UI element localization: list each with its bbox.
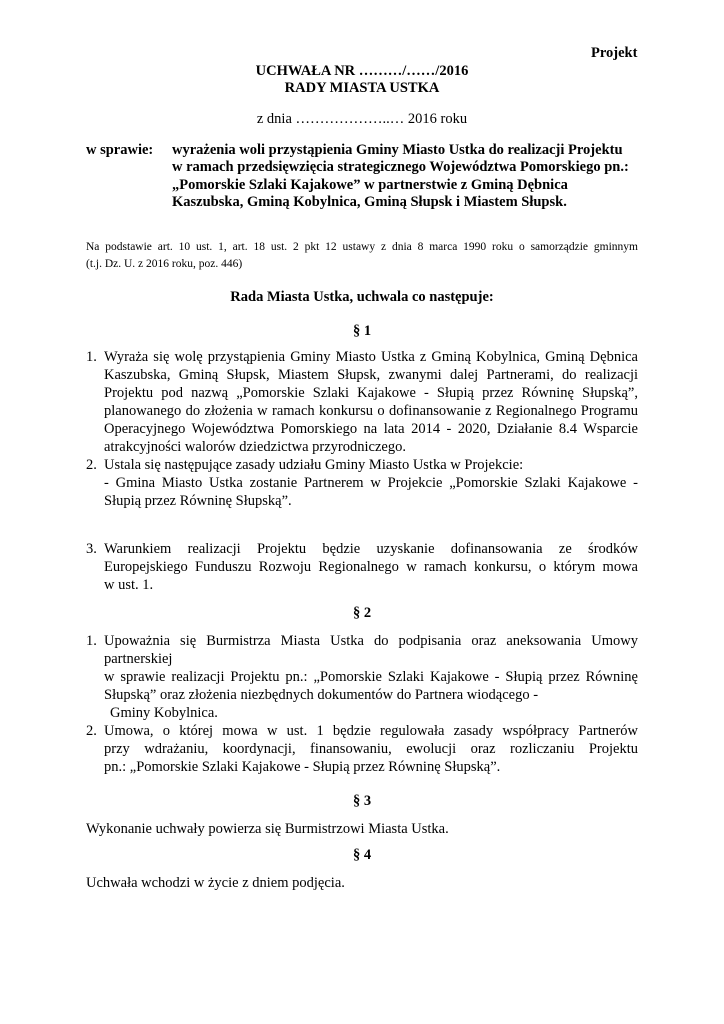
paragraph-line: Słupią przez Równinę Słupską”. <box>104 493 292 509</box>
paragraph-line: Słupską” oraz złożenia niezbędnych dokumentów do Partnera wiodącego - <box>104 687 539 703</box>
paragraph-line: Umowa, o której mowa w ust. 1 będzie regulowała zasady współpracy Partnerów <box>104 723 638 739</box>
section-heading: § 3 <box>352 793 372 809</box>
list-number: 2. <box>86 457 97 473</box>
paragraph-line: w sprawie realizacji Projektu pn.: „Pomorskie Szlaki Kajakowe - Słupią przez Równinę <box>104 669 638 685</box>
subject-line: wyrażenia woli przystąpienia Gminy Miasto Ustka do realizacji Projektu <box>172 142 623 158</box>
paragraph-line: Wyraża się wolę przystąpienia Gminy Miasto Ustka z Gminą Kobylnica, Gminą Dębnica <box>104 349 638 365</box>
paragraph-line: Ustala się następujące zasady udziału Gminy Miasto Ustka w Projekcie: <box>104 457 524 473</box>
resolution-intro: Rada Miasta Ustka, uchwala co następuje: <box>230 289 494 305</box>
paragraph-line: Upoważnia się Burmistrza Miasta Ustka do podpisania oraz aneksowania Umowy <box>104 633 638 649</box>
paragraph-line: - Gmina Miasto Ustka zostanie Partnerem w Projekcie „Pomorskie Szlaki Kajakowe - <box>104 475 638 491</box>
list-number: 3. <box>86 541 97 557</box>
date-line: z dnia ………………..… 2016 roku <box>256 111 468 127</box>
subject-label: w sprawie: <box>86 142 154 158</box>
list-number: 2. <box>86 723 97 739</box>
paragraph-line: Warunkiem realizacji Projektu będzie uzyskanie dofinansowania ze środków <box>104 541 638 557</box>
subject-line: w ramach przedsięwzięcia strategicznego Województwa Pomorskiego pn.: <box>172 159 629 175</box>
paragraph-line: przy wdrażaniu, koordynacji, finansowaniu, ewolucji oraz rozliczaniu Projektu <box>104 741 638 757</box>
legal-basis-line: Na podstawie art. 10 ust. 1, art. 18 ust. 2 pkt 12 ustawy z dnia 8 marca 1990 roku o samorządzie gminnym <box>86 241 638 253</box>
paragraph-line: planowanego do złożenia w ramach konkursu o dofinansowanie z Regionalnego Programu <box>104 403 638 419</box>
council-name: RADY MIASTA USTKA <box>284 80 440 96</box>
paragraph-line: w ust. 1. <box>104 577 154 593</box>
paragraph-line: Uchwała wchodzi w życie z dniem podjęcia. <box>86 875 345 891</box>
paragraph-line: Operacyjnego Województwa Pomorskiego na lata 2014 - 2020, Działanie 8.4 Wsparcie <box>104 421 638 437</box>
paragraph-line: pn.: „Pomorskie Szlaki Kajakowe - Słupią przez Równinę Słupską”. <box>104 759 501 775</box>
subject-line: Kaszubska, Gminą Kobylnica, Gminą Słupsk i Miastem Słupsk. <box>172 194 567 210</box>
paragraph-line: Wykonanie uchwały powierza się Burmistrzowi Miasta Ustka. <box>86 821 449 837</box>
section-heading: § 2 <box>352 605 372 621</box>
paragraph-line: partnerskiej <box>104 651 173 667</box>
list-number: 1. <box>86 633 97 649</box>
paragraph-line: Europejskiego Funduszu Rozwoju Regionalnego w ramach konkursu, o którym mowa <box>104 559 638 575</box>
section-heading: § 1 <box>352 323 372 339</box>
paragraph-line: Gminy Kobylnica. <box>110 705 218 721</box>
list-number: 1. <box>86 349 97 365</box>
paragraph-line: Projektu pod nazwą „Pomorskie Szlaki Kajakowe - Słupią przez Równinę Słupską”, <box>104 385 638 401</box>
subject-line: „Pomorskie Szlaki Kajakowe” w partnerstwie z Gminą Dębnica <box>172 177 568 193</box>
legal-basis-line: (t.j. Dz. U. z 2016 roku, poz. 446) <box>86 258 243 270</box>
resolution-title: UCHWAŁA NR ………/……/2016 <box>255 63 469 79</box>
section-heading: § 4 <box>352 847 372 863</box>
paragraph-line: Kaszubska, Gminą Słupsk, Miastem Słupsk, zwanymi dalej Partnerami, do realizacji <box>104 367 638 383</box>
projekt-label: Projekt <box>591 45 638 61</box>
paragraph-line: atrakcyjności walorów dziedzictwa przyrodniczego. <box>104 439 406 455</box>
